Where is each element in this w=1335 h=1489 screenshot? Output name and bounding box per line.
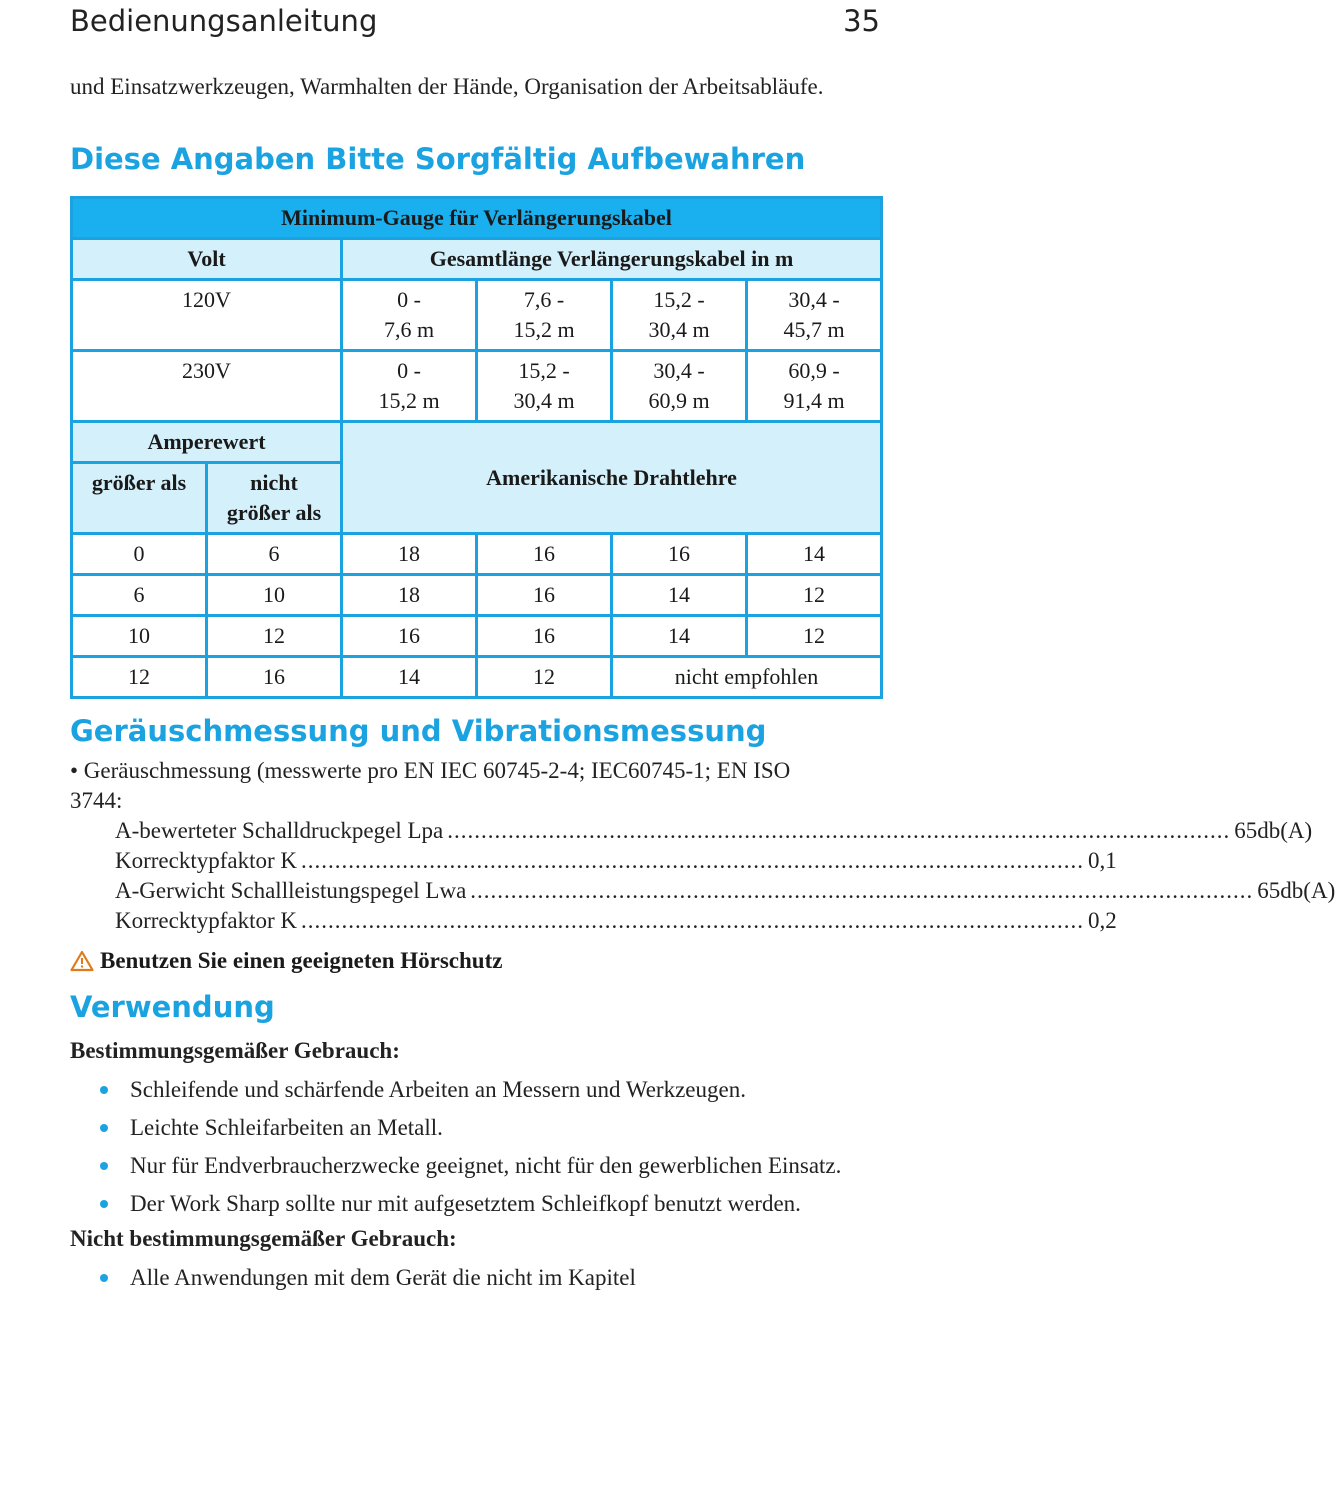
intended-use-label: Bestimmungsgemäßer Gebrauch:	[70, 1038, 400, 1063]
measurement-row: A-bewerteter Schalldruckpegel Lpa .................................................................................................................... 65db(A)	[115, 818, 1313, 843]
volt-cell: 120V	[72, 280, 342, 351]
not-intended-use-list	[98, 1263, 636, 1301]
range-cell: 60,9 - 91,4 m	[747, 351, 882, 422]
range-cell: 15,2 - 30,4 m	[612, 280, 747, 351]
warning-triangle-icon	[70, 950, 94, 972]
volt-cell: 230V	[72, 351, 342, 422]
table-row: 0 6 18 16 16 14	[72, 534, 882, 575]
not-intended-use-label: Nicht bestimmungsgemäßer Gebrauch:	[70, 1226, 457, 1251]
list-item: Leichte Schleifarbeiten an Metall.	[98, 1113, 841, 1151]
measurement-row: Korrecktурfaktor K .................................................................................................................... 0,1	[115, 848, 1117, 873]
page-number: 35	[843, 4, 880, 38]
list-item: Der Work Sharp sollte nur mit aufgesetztem Schleifkopf benutzt werden.	[98, 1189, 841, 1227]
greater-than-header: größer als	[72, 463, 207, 534]
table-row: 12 16 14 12 nicht empfohlen	[72, 657, 882, 698]
hearing-protection-warning: Benutzen Sie einen geeigneten Hörschutz	[70, 948, 502, 974]
range-cell: 15,2 - 30,4 m	[477, 351, 612, 422]
list-item: Schleifende und schärfende Arbeiten an Messern und Werkzeugen.	[98, 1075, 841, 1113]
volt-header: Volt	[72, 239, 342, 280]
not-greater-header: nicht größer als	[207, 463, 342, 534]
measurement-row: Korrecktурfaktor K .................................................................................................................... 0,2	[115, 908, 1117, 933]
length-header: Gesamtlänge Verlängerungskabel in m	[342, 239, 882, 280]
awg-header: Amerikanische Drahtlehre	[342, 422, 882, 534]
intended-use-list	[98, 1075, 841, 1227]
running-header-title: Bedienungsanleitung	[70, 4, 378, 38]
table-row	[72, 280, 882, 351]
range-cell: 7,6 - 15,2 m	[477, 280, 612, 351]
measurement-row: A-Gerwicht Schallleistungspegel Lwa .................................................................................................................... 65db(A)	[115, 878, 1335, 903]
intro-text: und Einsatzwerkzeugen, Warmhalten der Hände, Organisation der Arbeitsabläufe.	[70, 74, 824, 99]
ampere-header: Amperewert	[72, 422, 342, 463]
section-heading-usage: Verwendung	[70, 990, 275, 1024]
range-cell: 0 - 15,2 m	[342, 351, 477, 422]
table-row: 10 12 16 16 14 12	[72, 616, 882, 657]
range-cell: 30,4 - 60,9 m	[612, 351, 747, 422]
table-title: Minimum-Gauge für Verlängerungskabel	[72, 198, 882, 239]
section-heading-storage: Diese Angaben Bitte Sorgfältig Aufbewahren	[70, 142, 806, 176]
noise-bullet-line-1: • Geräuschmessung (messwerte pro EN IEC 60745-2-4; IEC60745-1; EN ISO	[70, 758, 791, 783]
list-item: Nur für Endverbraucherzwecke geeignet, nicht für den gewerblichen Einsatz.	[98, 1151, 841, 1189]
range-cell: 30,4 - 45,7 m	[747, 280, 882, 351]
table-row: 6 10 18 16 14 12	[72, 575, 882, 616]
noise-bullet-line-2: 3744:	[70, 788, 123, 813]
range-cell: 0 - 7,6 m	[342, 280, 477, 351]
section-heading-noise: Geräuschmessung und Vibrationsmessung	[70, 714, 767, 748]
list-item: Alle Anwendungen mit dem Gerät die nicht im Kapitel	[98, 1263, 636, 1301]
extension-cord-gauge-table	[70, 196, 883, 699]
table-row	[72, 351, 882, 422]
